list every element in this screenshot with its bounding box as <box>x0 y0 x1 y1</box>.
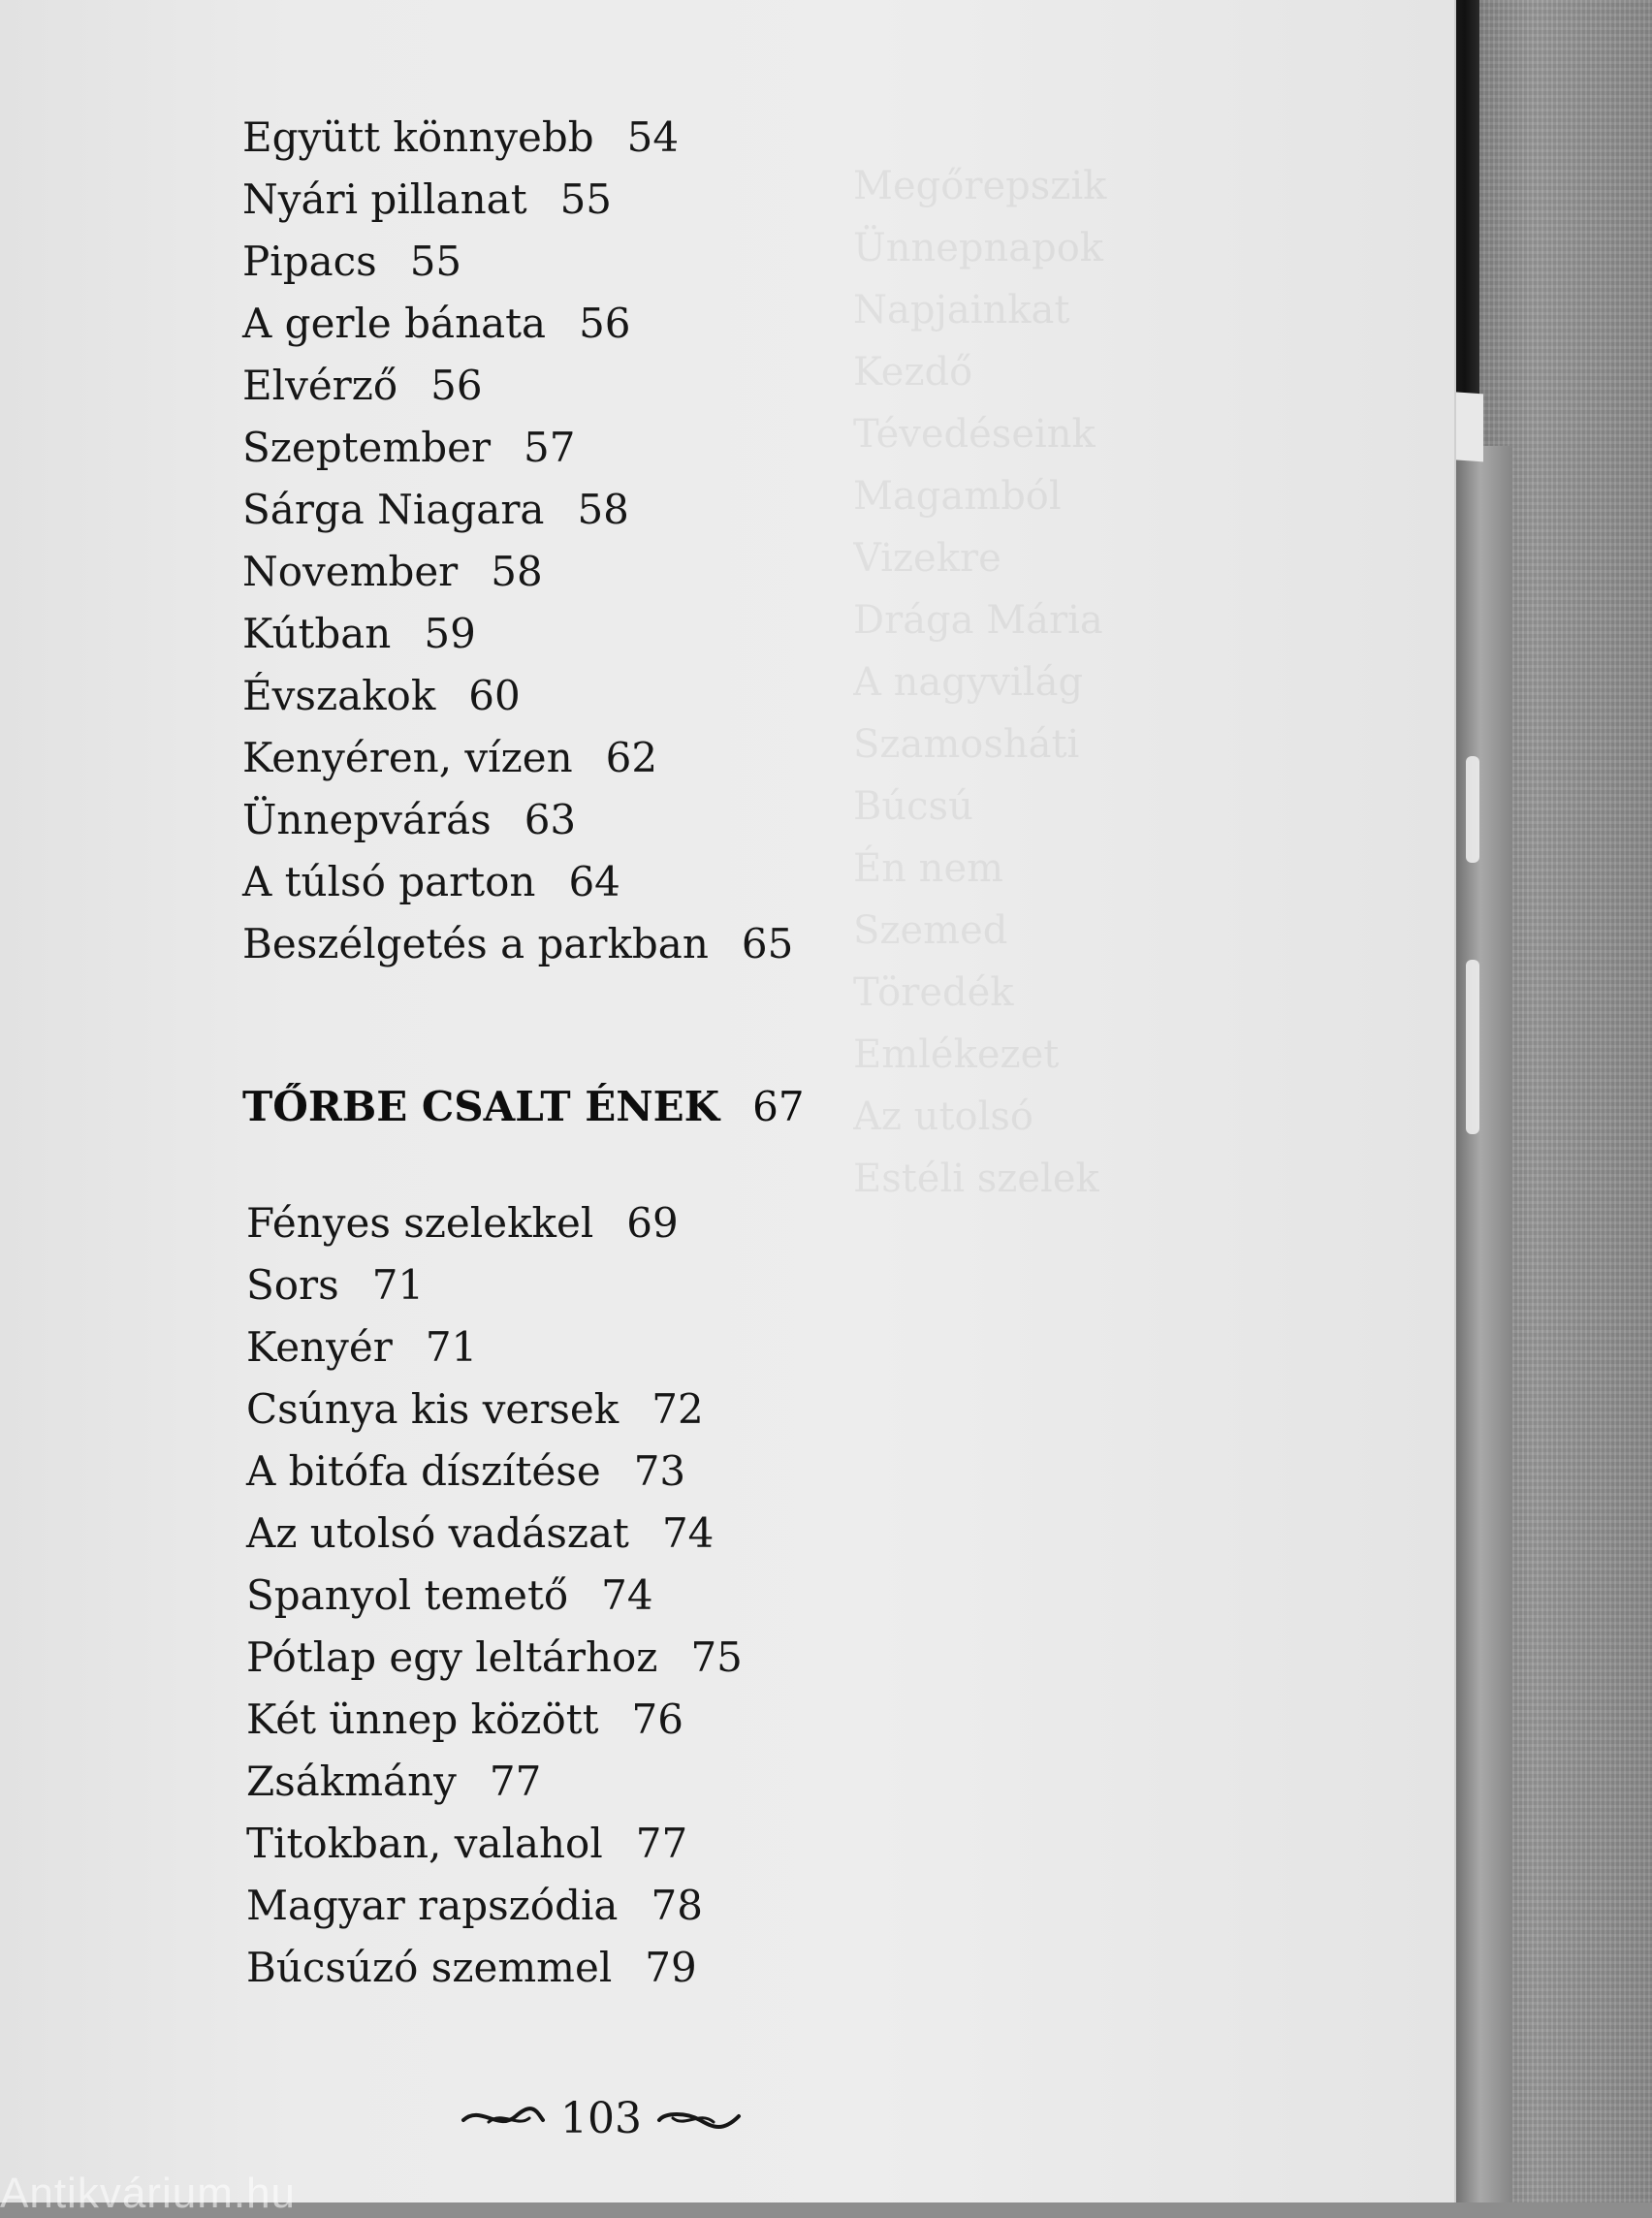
toc-entry-page: 73 <box>633 1447 686 1495</box>
section-gap <box>242 975 805 1076</box>
toc-entry-page: 65 <box>741 920 794 967</box>
show-through-line: Ünnepnapok <box>853 226 1104 270</box>
toc-entry <box>242 541 805 603</box>
spine-glint <box>1466 960 1479 1134</box>
toc-entry-page: 71 <box>371 1261 425 1309</box>
toc-entry <box>246 1254 805 1316</box>
toc-entry <box>246 1813 805 1875</box>
toc-entry <box>246 1565 805 1627</box>
book-spine <box>1454 446 1512 2202</box>
toc-entry-title: Fényes szelekkel <box>246 1199 594 1247</box>
toc-entry-title: Titokban, valahol <box>246 1820 603 1867</box>
show-through-line: Megőrepszik <box>853 164 1107 208</box>
toc-entry-page: 63 <box>524 796 577 843</box>
toc-entry-title: Zsákmány <box>246 1758 457 1805</box>
toc-entry-page: 64 <box>568 858 620 905</box>
toc-entry-title: Ünnepvárás <box>242 796 492 843</box>
toc-entry-page: 54 <box>626 113 680 161</box>
toc-entry <box>242 417 805 479</box>
toc-entry <box>242 727 805 789</box>
section-heading <box>242 1076 805 1138</box>
show-through-line: Én nem <box>853 846 1004 891</box>
page-footer <box>456 2084 747 2152</box>
toc-entry <box>242 293 805 355</box>
toc-entry-title: Spanyol temető <box>246 1571 569 1619</box>
toc-entry-page: 56 <box>579 300 631 347</box>
show-through-line: Emlékezet <box>853 1032 1060 1077</box>
toc-entry <box>246 1751 805 1813</box>
show-through-line: Szemed <box>853 908 1008 953</box>
toc-entry <box>246 1689 805 1751</box>
toc-entry-title: Évszakok <box>242 672 436 719</box>
toc-entry-page: 62 <box>605 734 658 781</box>
toc-entry-title: Beszélgetés a parkban <box>242 920 709 967</box>
toc-entry-title: Az utolsó vadászat <box>246 1509 629 1557</box>
toc-list-a <box>242 107 805 975</box>
show-through-line: Szamosháti <box>853 722 1080 767</box>
toc-entry <box>242 231 805 293</box>
toc-entry-title: Nyári pillanat <box>242 175 527 223</box>
toc-entry-title: Csúnya kis versek <box>246 1385 620 1433</box>
toc-entry-title: Kútban <box>242 610 392 657</box>
section-heading-title: TŐRBE CSALT ÉNEK <box>242 1083 720 1130</box>
toc-entry-title: Szeptember <box>242 424 492 471</box>
toc-entry-page: 75 <box>690 1633 743 1681</box>
toc-entry <box>242 665 805 727</box>
toc-entry <box>246 1627 805 1689</box>
toc-entry-title: Pipacs <box>242 238 377 285</box>
toc-entry-title: Kenyér <box>246 1323 393 1371</box>
toc-entry-page: 58 <box>491 548 543 595</box>
toc-entry <box>242 603 805 665</box>
toc-entry-page: 60 <box>468 672 521 719</box>
toc-entry <box>242 107 805 169</box>
toc-entry <box>242 913 805 975</box>
toc-entry <box>246 1192 805 1254</box>
toc-entry <box>246 1937 805 1999</box>
show-through-line: Tévedéseink <box>853 412 1096 457</box>
toc-entry-page: 74 <box>661 1509 715 1557</box>
show-through-line: Vizekre <box>853 536 1001 581</box>
toc-list-b <box>242 1192 805 1999</box>
toc-entry-page: 69 <box>626 1199 679 1247</box>
section-heading-page: 67 <box>752 1083 805 1130</box>
toc-entry-title: Sors <box>246 1261 339 1309</box>
toc-entry-page: 79 <box>645 1944 697 1991</box>
show-through-text <box>853 155 1396 1357</box>
show-through-line: Estéli szelek <box>853 1157 1099 1201</box>
toc-entry <box>246 1503 805 1565</box>
show-through-line: Kezdő <box>853 350 973 395</box>
show-through-line: Napjainkat <box>853 288 1070 333</box>
toc-entry-title: Kenyéren, vízen <box>242 734 573 781</box>
toc-entry <box>246 1378 805 1441</box>
toc-entry <box>246 1441 805 1503</box>
toc-entry-title: November <box>242 548 459 595</box>
left-swash-ornament-icon <box>460 2099 547 2138</box>
toc-entry <box>242 169 805 231</box>
toc-entry-page: 56 <box>430 362 483 409</box>
toc-entry-page: 76 <box>631 1695 683 1743</box>
table-of-contents <box>242 107 805 1999</box>
toc-entry-title: A gerle bánata <box>242 300 547 347</box>
watermark-text: Antikvárium.hu <box>0 2170 297 2217</box>
toc-entry-page: 55 <box>559 175 613 223</box>
toc-entry-page: 58 <box>577 486 629 533</box>
toc-entry-title: A bitófa díszítése <box>246 1447 601 1495</box>
toc-entry <box>242 479 805 541</box>
show-through-line: Drága Mária <box>853 598 1103 643</box>
toc-entry-title: Két ünnep között <box>246 1695 599 1743</box>
show-through-line: Búcsú <box>853 784 973 829</box>
toc-entry <box>246 1316 805 1378</box>
toc-entry <box>246 1875 805 1937</box>
toc-entry-title: Elvérző <box>242 362 398 409</box>
toc-entry <box>242 355 805 417</box>
toc-entry-page: 55 <box>409 238 462 285</box>
toc-entry-title: A túlsó parton <box>242 858 536 905</box>
toc-entry-page: 71 <box>425 1323 478 1371</box>
toc-entry-page: 59 <box>424 610 476 657</box>
toc-entry <box>242 789 805 851</box>
toc-entry-page: 57 <box>524 424 576 471</box>
spine-glint <box>1466 756 1479 863</box>
section-gap <box>242 1138 805 1192</box>
page-number: 103 <box>560 2093 642 2143</box>
toc-entry-page: 77 <box>635 1820 688 1867</box>
toc-entry-title: Pótlap egy leltárhoz <box>246 1633 658 1681</box>
toc-entry-title: Búcsúzó szemmel <box>246 1944 613 1991</box>
show-through-line: Magamból <box>853 474 1062 519</box>
show-through-line: A nagyvilág <box>853 660 1084 705</box>
show-through-line: Az utolsó <box>853 1094 1033 1139</box>
toc-entry-title: Sárga Niagara <box>242 486 545 533</box>
toc-entry <box>242 851 805 913</box>
right-swash-ornament-icon <box>655 2099 743 2138</box>
toc-entry-page: 77 <box>489 1758 542 1805</box>
toc-entry-title: Magyar rapszódia <box>246 1882 619 1929</box>
toc-entry-title: Együtt könnyebb <box>242 113 594 161</box>
toc-entry-page: 74 <box>601 1571 653 1619</box>
toc-entry-page: 78 <box>651 1882 703 1929</box>
toc-entry-page: 72 <box>651 1385 704 1433</box>
show-through-line: Töredék <box>853 970 1014 1015</box>
